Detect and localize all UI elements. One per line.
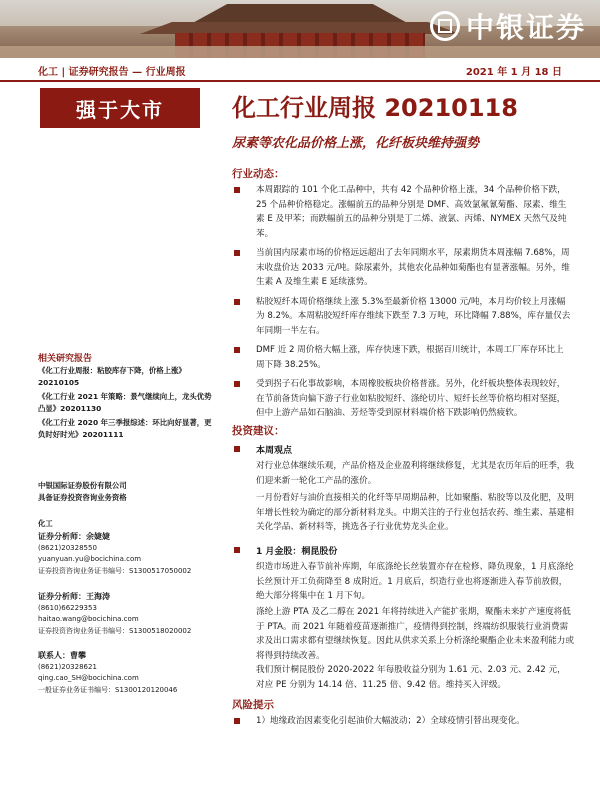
bullet-square-icon [234, 347, 240, 353]
list-item: 粘胶短纤本周价格继续上涨 5.3%至最新价格 13000 元/吨，本月均价较上月涨幅为 8.2%。本周粘胶短纤库存维续下跌至 7.3 万吨，环比降幅 7.88%，库存量仅去年同期一半左右。 [232, 295, 572, 339]
industry-dynamics-list [232, 183, 572, 426]
sector-label: 化工 [38, 519, 53, 528]
breadcrumb: 化工 | 证券研究报告 — 行业周报 [38, 66, 186, 78]
bullet-square-icon [234, 299, 240, 305]
stock-paragraph-3: 我们预计桐昆股份 2020-2022 年每股收益分别为 1.61 元、2.03 元、2.42 元，对应 PE 分别为 14.14 倍、11.25 倍、9.42 倍。维持买入评级。 [256, 665, 566, 690]
section-investment: 投资建议： [232, 425, 285, 437]
list-item: 本周跟踪的 101 个化工品种中，共有 42 个品种价格上涨，34 个品种价格下跌，25 个品种价格稳定。涨幅前五的品种分别是 DMF、高效氯氟氰菊酯、尿素、维生素 E 及甲苯；而跌幅前五的品种分别是丁二烯、液氯、丙烯、NYMEX 天然气及纯苯。 [232, 183, 572, 241]
related-report-link[interactable]: 《化工行业 2020 年三季报综述：环比向好显著，更负时好时光》20201111 [38, 418, 212, 439]
bullet-square-icon [234, 446, 240, 452]
analyst-block: 联系人：曹攀 (8621)20328621 qing.cao_SH@bocichina.com 一般证券业务证书编号：S1300120120046 [38, 650, 223, 696]
analyst-block: 证券分析师：王海涛 (8610)66229353 haitao.wang@bocichina.com 证券投资咨询业务证书编号：S1300518020002 [38, 591, 223, 637]
risk-list [232, 714, 572, 734]
view-paragraph-2: 一月份看好与油价直接相关的化纤等早周期品种，比如聚酯、粘胶等以及化肥，及明年增长性较为确定的部分新材料龙头。中期关注的子行业包括农药、维生素、基建相关化学品、新材料等，挑选各子行业优势龙头企业。 [256, 493, 574, 532]
list-item: 1）地缘政治因素变化引起油价大幅波动；2）全球疫情引替出现变化。 [232, 714, 572, 729]
analyst-email[interactable]: qing.cao_SH@bocichina.com [38, 674, 139, 682]
related-research-list [38, 365, 218, 443]
brand-name: 中银证券 [465, 11, 586, 44]
analyst-email[interactable]: haitao.wang@bocichina.com [38, 615, 139, 623]
list-item: DMF 近 2 周价格大幅上涨，库存快速下跌，根据百川统计，本周工厂库存环比上周下降 38.25%。 [232, 343, 572, 372]
related-report-link[interactable]: 《化工行业周报：粘胶库存下降，价格上涨》20210105 [38, 366, 186, 387]
related-report-link[interactable]: 《化工行业 2021 年策略：景气继续向上，龙头优势凸显》20201130 [38, 392, 212, 413]
stock-heading: 1 月金股：桐昆股份 [232, 544, 572, 557]
bullet-square-icon [234, 718, 240, 724]
analyst-email[interactable]: yuanyuan.yu@bocichina.com [38, 555, 142, 563]
banner-ground [0, 46, 600, 58]
stock-paragraph-1: 织造市场进入春节前补库期，年底涤纶长丝装置亦存在检修、降负现象，1 月底涤纶长丝预计开工负荷降至 8 成附近。1 月底后，织造行业也将逐渐进入春节前放假，绝大部分将集中在 1 月下旬。 [256, 562, 574, 601]
bullet-square-icon [234, 381, 240, 387]
header-banner [0, 0, 600, 58]
bullet-square-icon [234, 250, 240, 256]
page-title: 化工行业周报 20210118 [232, 94, 518, 122]
brand-logo-icon [430, 11, 460, 41]
view-heading: 本周观点 [232, 443, 572, 456]
bullet-square-icon [234, 547, 240, 553]
brand [430, 6, 586, 46]
bullet-square-icon [234, 187, 240, 193]
header-strip [0, 60, 600, 82]
section-industry-dynamics: 行业动态： [232, 168, 285, 180]
page-subtitle: 尿素等农化品价格上涨，化纤板块维持强势 [232, 136, 480, 151]
section-risk: 风险提示 [232, 699, 274, 711]
related-research-title: 相关研究报告 [38, 354, 93, 364]
company-name: 中银国际证券股份有限公司 [38, 481, 127, 490]
company-qualification: 具备证券投资咨询业务资格 [38, 493, 127, 502]
rating-badge: 强于大市 [40, 88, 200, 128]
list-item: 受到拐子石化事故影响，本周橡胶板块价格普涨。另外，化纤板块整体表现较好，在节前备货向偏下游子行业如粘胶短纤、涤纶切片、短纤长丝等价格均相对坚挺，但中上游产品如石脑油、芳烃等受到原材料端价格下跌影响仍然疲软。 [232, 377, 572, 421]
stock-paragraph-2: 涤纶上游 PTA 及乙二醇在 2021 年将持续进入产能扩张期，聚酯未来扩产速度将低于 PTA。而 2021 年随着疫苗逐渐推广，疫情得到控制，终端纺织服装行业消费需求及出口需求都有望继续恢复。因此从供求关系上分析涤纶聚酯企业未来盈利能力或将得到持续改善。 [256, 607, 574, 661]
view-paragraph-1: 对行业总体继续乐观，产品价格及企业盈利将继续修复，尤其是农历年后的旺季，我们迎来新一轮化工产品的涨价。 [256, 461, 574, 486]
report-date: 2021 年 1 月 18 日 [465, 66, 562, 78]
analyst-block: 证券分析师：余婕婕 (8621)20328550 yuanyuan.yu@bocichina.com 证券投资咨询业务证书编号：S1300517050002 [38, 531, 223, 577]
list-item: 当前国内尿素市场的价格远远超出了去年同期水平，尿素期货本周涨幅 7.68%，周末收盘价达 2033 元/吨。除尿素外，其他农化品种如菊酯也有显著涨幅。另外，维生素 A 及维生素 E 延续涨势。 [232, 246, 572, 290]
